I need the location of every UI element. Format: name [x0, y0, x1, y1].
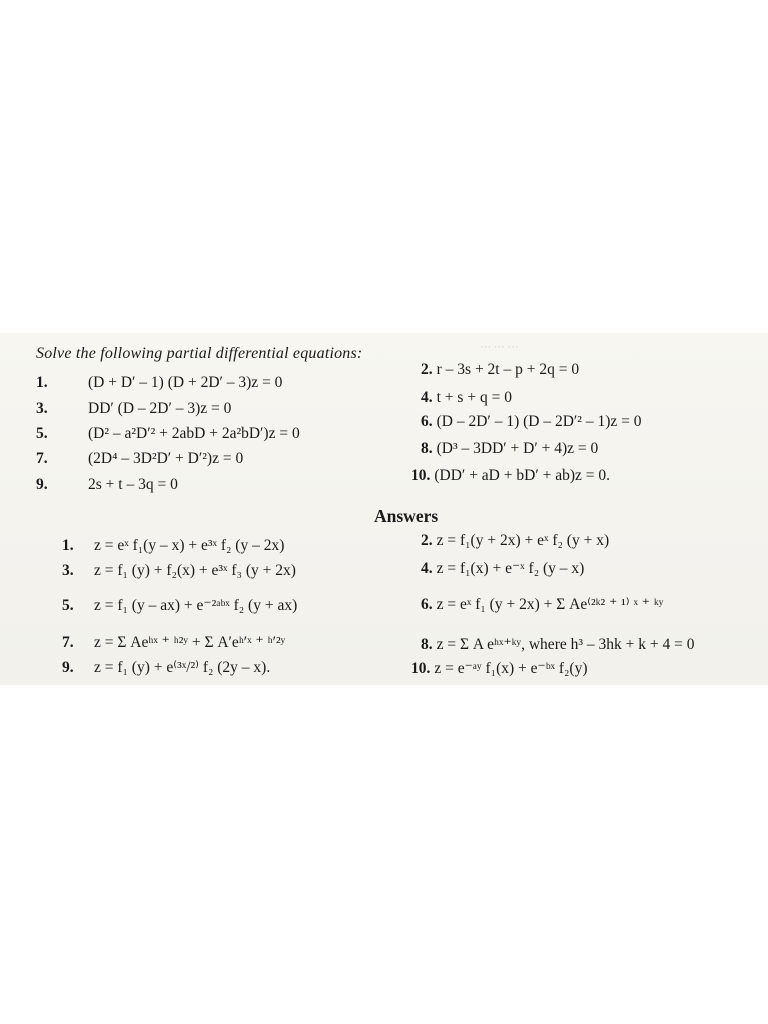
- problem-number: 4.: [421, 389, 433, 406]
- problem-3: [36, 400, 231, 418]
- answer-3: [62, 562, 296, 580]
- answer-text: z = Σ A eʰˣ⁺ᵏʸ, where h³ – 3hk + k + 4 = 0: [436, 636, 695, 653]
- answers-title: Answers: [374, 506, 439, 526]
- problem-text: t + s + q = 0: [436, 389, 512, 406]
- problem-4: [421, 389, 512, 407]
- problem-text: r – 3s + 2t – p + 2q = 0: [436, 361, 580, 378]
- answer-1: [62, 537, 284, 555]
- problem-text: 2s + t – 3q = 0: [88, 476, 178, 493]
- problem-number: 9.: [36, 476, 48, 493]
- answer-text: z = eˣ f₁(y – x) + e³ˣ f₂ (y – 2x): [94, 537, 285, 554]
- problem-1: [36, 374, 282, 392]
- problem-text: (D – 2D′ – 1) (D – 2D′² – 1)z = 0: [436, 413, 642, 430]
- problem-6: [421, 413, 641, 431]
- answer-9: [62, 659, 270, 677]
- problem-7: [36, 450, 243, 468]
- answer-text: z = f₁(y + 2x) + eˣ f₂ (y + x): [436, 532, 610, 549]
- answer-number: 4.: [421, 560, 433, 577]
- answer-number: 6.: [421, 596, 433, 613]
- problem-2: [421, 361, 579, 379]
- answer-text: z = f₁ (y) + e⁽³ˣ/²⁾ f₂ (2y – x).: [94, 659, 271, 676]
- problem-text: (D³ – 3DD′ + D′ + 4)z = 0: [436, 440, 599, 457]
- answer-2: [421, 532, 609, 550]
- answer-6: [421, 596, 663, 614]
- problem-number: 6.: [421, 413, 433, 430]
- problem-number: 5.: [36, 425, 48, 442]
- bleed-through: ⋯ ⋯ ⋯: [480, 341, 519, 353]
- heading: Solve the following partial differential equations:: [36, 345, 363, 362]
- problem-number: 7.: [36, 450, 48, 467]
- answer-number: 10.: [411, 660, 431, 677]
- answer-number: 3.: [62, 562, 74, 579]
- problem-10: [411, 467, 610, 485]
- answer-number: 2.: [421, 532, 433, 549]
- answer-7: [62, 634, 285, 652]
- answer-text: z = f₁(x) + e⁻ˣ f₂ (y – x): [436, 560, 585, 577]
- problem-text: (DD′ + aD + bD′ + ab)z = 0.: [434, 467, 610, 484]
- problem-number: 1.: [36, 374, 48, 391]
- answer-text: z = f₁ (y) + f₂(x) + e³ˣ f₃ (y + 2x): [94, 562, 296, 579]
- answer-text: z = e⁻ᵃʸ f₁(x) + e⁻ᵇˣ f₂(y): [434, 660, 588, 677]
- answer-number: 7.: [62, 634, 74, 651]
- answer-4: [421, 560, 584, 578]
- problem-8: [421, 440, 598, 458]
- answer-number: 9.: [62, 659, 74, 676]
- problem-text: DD′ (D – 2D′ – 3)z = 0: [88, 400, 232, 417]
- problem-text: (2D⁴ – 3D²D′ + D′²)z = 0: [88, 450, 244, 467]
- problem-5: [36, 425, 300, 443]
- answer-number: 1.: [62, 537, 74, 554]
- answer-10: [411, 660, 588, 678]
- answer-number: 8.: [421, 636, 433, 653]
- problem-number: 2.: [421, 361, 433, 378]
- problem-number: 10.: [411, 467, 431, 484]
- problem-text: (D + D′ – 1) (D + 2D′ – 3)z = 0: [88, 374, 283, 391]
- answer-text: z = Σ Aeʰˣ ⁺ ʰ²ʸ + Σ A′eʰ′ˣ ⁺ ʰ′²ʸ: [94, 634, 286, 651]
- answer-text: z = f₁ (y – ax) + e⁻²ᵃᵇˣ f₂ (y + ax): [94, 597, 298, 614]
- answer-8: [421, 636, 694, 654]
- answer-number: 5.: [62, 597, 74, 614]
- problem-number: 3.: [36, 400, 48, 417]
- problem-number: 8.: [421, 440, 433, 457]
- answer-5: [62, 597, 297, 615]
- answer-text: z = eˣ f₁ (y + 2x) + Σ Ae⁽²ᵏ² ⁺ ¹⁾ ˣ ⁺ ᵏʸ: [436, 596, 664, 613]
- problem-text: (D² – a²D′² + 2abD + 2a²bD′)z = 0: [88, 425, 300, 442]
- problem-9: [36, 476, 178, 494]
